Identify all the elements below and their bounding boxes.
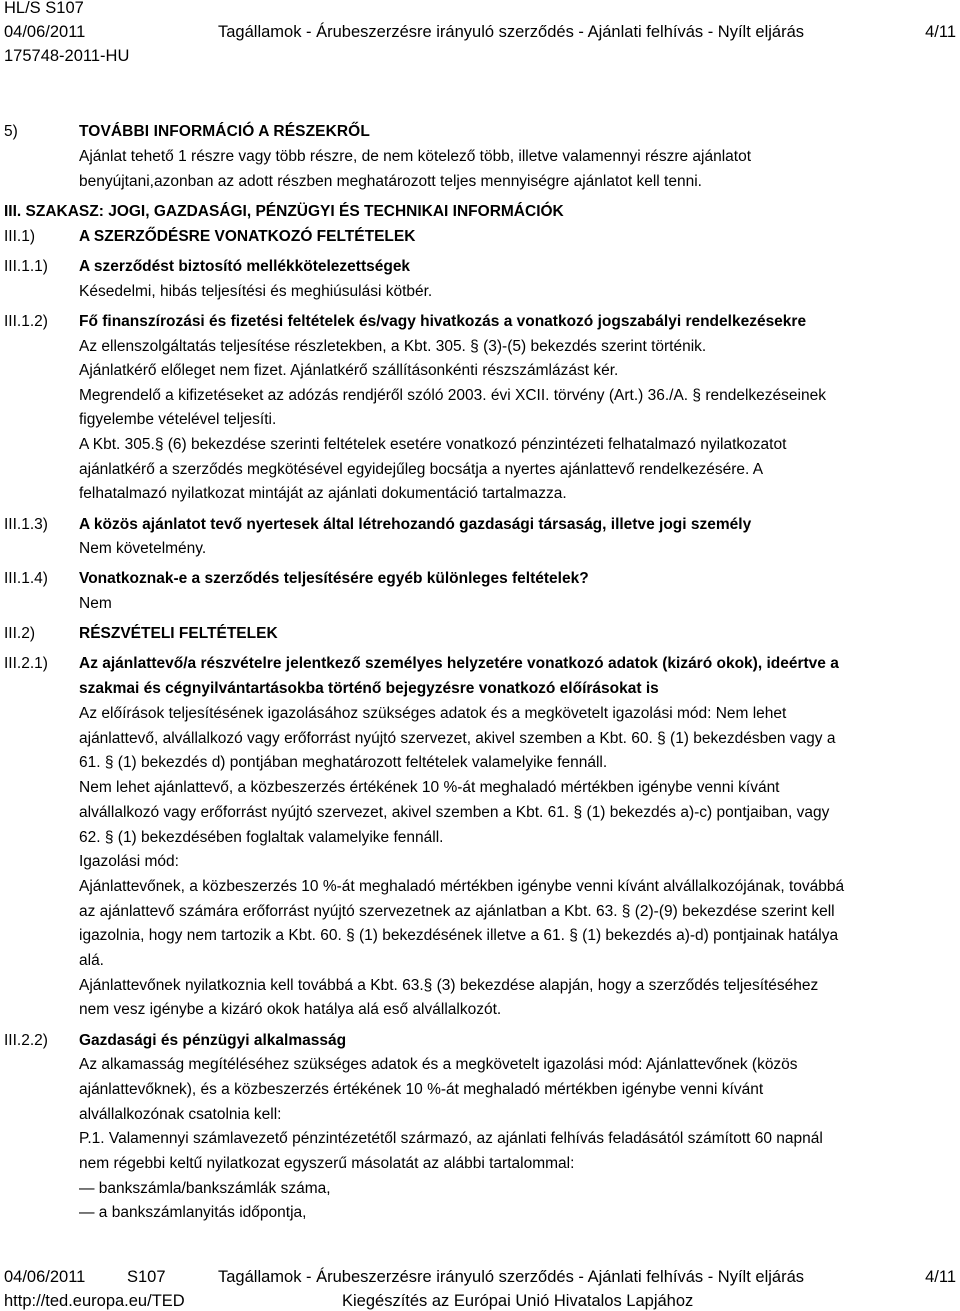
section-3-1-2-line: A Kbt. 305.§ (6) bekezdése szerinti feltételek esetére vonatkozó pénzintézeti felhatalmazó nyilatkozatot	[79, 436, 787, 453]
section-3-1-2-line: ajánlatkérő a szerződés megkötésével egyidejűleg bocsátja a nyertes ajánlattevő rendelkezésére. A	[79, 461, 764, 478]
section-3-1-number: III.1)	[4, 228, 36, 245]
footer-date: 04/06/2011	[4, 1268, 86, 1286]
section-3-1-2-title: Fő finanszírozási és fizetési feltételek és/vagy hivatkozás a vonatkozó jogszabályi rendelkezésekre	[79, 313, 807, 330]
section-3-2-1-line: Ajánlattevőnek nyilatkoznia kell továbbá a Kbt. 63.§ (3) bekezdése alapján, hogy a szerződés teljesítéséhez	[79, 977, 819, 994]
section-3-2-number: III.2)	[4, 625, 36, 642]
section-3-2-1-line: Nem lehet ajánlattevő, a közbeszerzés értékének 10 %-át meghaladó mértékben igénybe venni kívánt	[79, 779, 780, 796]
section-3-2-1-number: III.2.1)	[4, 655, 48, 672]
section-3-2-1-line: 62. § (1) bekezdésében foglaltak valamelyike fennáll.	[79, 829, 444, 846]
section-5-line: Ajánlat tehető 1 részre vagy több részre, de nem kötelező több, illetve valamennyi részre ajánlatot	[79, 148, 752, 165]
section-5-line: benyújtani,azonban az adott részben meghatározott teljes mennyiségre ajánlatot kell tenni.	[79, 173, 702, 190]
footer-code: S107	[127, 1268, 166, 1286]
section-3-2-2-title: Gazdasági és pénzügyi alkalmasság	[79, 1032, 347, 1049]
section-3-2-1-line: alá.	[79, 952, 104, 969]
section-3-2-2-line: — a bankszámlanyitás időpontja,	[79, 1204, 307, 1221]
section-3-2-1-line: az ajánlattevő számára erőforrást nyújtó szervezetnek az ajánlatban a Kbt. 63. § (2)-(9) bekezdése szerint kell	[79, 903, 835, 920]
section-3-1-4-title: Vonatkoznak-e a szerződés teljesítésére egyéb különleges feltételek?	[79, 570, 589, 587]
header-date: 04/06/2011	[4, 23, 86, 41]
section-3-1-3-line: Nem követelmény.	[79, 540, 207, 557]
section-3-1-2-number: III.1.2)	[4, 313, 48, 330]
section-3-2-1-line: Igazolási mód:	[79, 853, 179, 870]
section-3-title: III. SZAKASZ: JOGI, GAZDASÁGI, PÉNZÜGYI ÉS TECHNIKAI INFORMÁCIÓK	[4, 203, 564, 220]
section-3-2-1-line: Ajánlattevőnek, a közbeszerzés 10 %-át meghaladó mértékben igénybe venni kívánt alvállalkozójának, továbbá	[79, 878, 845, 895]
header-title: Tagállamok - Árubeszerzésre irányuló szerződés - Ajánlati felhívás - Nyílt eljárás	[218, 23, 804, 41]
section-5-number: 5)	[4, 123, 18, 140]
footer-publisher: Kiegészítés az Európai Unió Hivatalos Lapjához	[342, 1292, 694, 1310]
section-3-1-2-line: felhatalmazó nyilatkozat mintáját az ajánlati dokumentáció tartalmazza.	[79, 485, 567, 502]
doc-code: HL/S S107	[4, 0, 84, 17]
section-3-1-1-line: Késedelmi, hibás teljesítési és meghiúsulási kötbér.	[79, 283, 433, 300]
footer-title: Tagállamok - Árubeszerzésre irányuló szerződés - Ajánlati felhívás - Nyílt eljárás	[218, 1268, 804, 1286]
section-3-1-4-number: III.1.4)	[4, 570, 48, 587]
section-3-2-1-line: ajánlattevő, alvállalkozó vagy erőforrást nyújtó szervezet, akivel szemben a Kbt. 60. § (1) bekezdésben vagy a	[79, 730, 836, 747]
section-3-2-1-line: alvállalkozó vagy erőforrást nyújtó szervezet, akivel szemben a Kbt. 61. § (1) bekezdés a)-c) pontjaiban, vagy	[79, 804, 830, 821]
section-3-2-1-title-line: szakmai és cégnyilvántartásokba történő bejegyzésre vonatkozó előírásokat is	[79, 680, 659, 697]
section-3-2-2-line: ajánlattevőknek), és a közbeszerzés értékének 10 %-át meghaladó mértékben igénybe venni kívánt	[79, 1081, 764, 1098]
section-3-1-1-title: A szerződést biztosító mellékkötelezettségek	[79, 258, 411, 275]
section-3-2-1-line: Az előírások teljesítésének igazolásához szükséges adatok és a megkövetelt igazolási mód: Nem lehet	[79, 705, 787, 722]
section-3-1-2-line: Ajánlatkérő előleget nem fizet. Ajánlatkérő szállításonkénti részszámlázást kér.	[79, 362, 619, 379]
section-3-2-1-line: igazolnia, hogy nem tartozik a Kbt. 60. § (1) bekezdésének illetve a 61. § (1) bekezdés a)-d) pontjainak hatálya	[79, 927, 839, 944]
header-page-number: 4/11	[925, 23, 956, 41]
section-3-2-2-line: P.1. Valamennyi számlavezető pénzintézetétől származó, az ajánlati felhívás feladásától számított 60 napnál	[79, 1130, 823, 1147]
section-3-2-1-line: nem vesz igénybe a kizáró okok hatálya alá eső alvállalkozót.	[79, 1001, 502, 1018]
section-3-1-3-title: A közös ajánlatot tevő nyertesek által létrehozandó gazdasági társaság, illetve jogi személy	[79, 516, 752, 533]
section-3-1-2-line: figyelembe vételével teljesíti.	[79, 411, 277, 428]
section-3-2-2-line: alvállalkozónak csatolnia kell:	[79, 1106, 282, 1123]
section-3-1-2-line: Az ellenszolgáltatás teljesítése részletekben, a Kbt. 305. § (3)-(5) bekezdés szerint történik.	[79, 338, 707, 355]
header-reference: 175748-2011-HU	[4, 47, 130, 65]
section-3-1-3-number: III.1.3)	[4, 516, 48, 533]
section-3-1-4-line: Nem	[79, 595, 112, 612]
footer-url-link[interactable]: http://ted.europa.eu/TED	[4, 1292, 185, 1310]
footer-page-number: 4/11	[925, 1268, 956, 1286]
section-3-1-2-line: Megrendelő a kifizetéseket az adózás rendjéről szóló 2003. évi XCII. törvény (Art.) 36./A. § rendelkezéseinek	[79, 387, 826, 404]
section-3-1-1-number: III.1.1)	[4, 258, 48, 275]
section-3-2-title: RÉSZVÉTELI FELTÉTELEK	[79, 625, 278, 642]
section-3-2-2-line: — bankszámla/bankszámlák száma,	[79, 1180, 331, 1197]
section-5-title: TOVÁBBI INFORMÁCIÓ A RÉSZEKRŐL	[79, 123, 370, 140]
section-3-2-2-number: III.2.2)	[4, 1032, 48, 1049]
section-3-2-2-line: Az alkamasság megítéléséhez szükséges adatok és a megkövetelt igazolási mód: Ajánlattevőnek (közös	[79, 1056, 798, 1073]
section-3-1-title: A SZERZŐDÉSRE VONATKOZÓ FELTÉTELEK	[79, 228, 416, 245]
section-3-2-1-line: 61. § (1) bekezdés d) pontjában meghatározott feltételek valamelyike fennáll.	[79, 754, 608, 771]
section-3-2-1-title-line: Az ajánlattevő/a részvételre jelentkező személyes helyzetére vonatkozó adatok (kizáró okok), ideértve a	[79, 655, 839, 672]
section-3-2-2-line: nem régebbi keltű nyilatkozat egyszerű másolatát az alábbi tartalommal:	[79, 1155, 575, 1172]
